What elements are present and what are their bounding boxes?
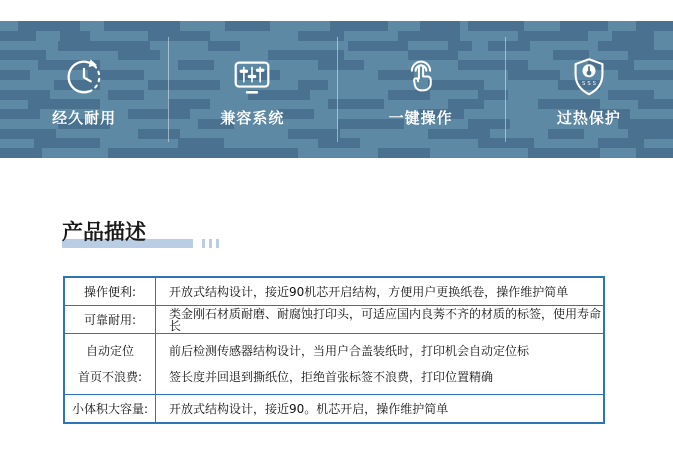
row-label-cell xyxy=(65,278,156,305)
row-label: 自动定位 xyxy=(85,344,134,358)
table-row xyxy=(65,305,603,333)
feature-item-compatible xyxy=(168,21,336,158)
svg-text:S: S xyxy=(587,80,591,87)
table-row xyxy=(65,394,603,422)
row-body-line: 前后检测传感器结构设计，当用户合盖装纸时，打印机会自动定位标 xyxy=(169,344,530,358)
table-row xyxy=(65,278,603,305)
row-body-line: 开放式结构设计，接近90。机芯开启，操作维护简单 xyxy=(169,401,449,416)
row-label-cell xyxy=(65,395,156,422)
row-label-cell xyxy=(65,306,156,333)
svg-text:S: S xyxy=(592,80,596,87)
feature-label: 经久耐用 xyxy=(52,108,117,127)
feature-label: 过热保护 xyxy=(556,108,621,127)
row-body-cell xyxy=(156,395,603,422)
feature-item-one-key xyxy=(337,21,505,158)
accent-tick xyxy=(216,239,219,248)
touch-one-key-icon xyxy=(398,54,444,100)
row-label-cell xyxy=(65,334,156,394)
feature-item-overheat xyxy=(505,21,673,158)
feature-list xyxy=(0,21,673,158)
section-title: 产品描述 xyxy=(62,220,146,244)
row-label: 操作便利: xyxy=(83,284,137,299)
row-label: 首页不浪费: xyxy=(77,370,143,384)
row-label: 可靠耐用: xyxy=(83,312,137,327)
feature-banner xyxy=(0,21,673,158)
feature-item-durable xyxy=(0,21,168,158)
table-row xyxy=(65,333,603,394)
row-body-line: 类金刚石材质耐磨、耐腐蚀打印头，可适应国内良莠不齐的材质的标签，使用寿命长 xyxy=(169,306,602,333)
feature-label: 兼容系统 xyxy=(220,108,285,127)
row-body-cell xyxy=(156,334,603,394)
product-description-table xyxy=(63,276,605,424)
row-body-cell xyxy=(156,278,603,305)
svg-text:S: S xyxy=(581,80,586,87)
clock-durable-icon xyxy=(61,54,107,100)
row-body-cell xyxy=(156,306,603,333)
monitor-compatible-icon xyxy=(229,54,275,100)
row-body-line: 签长度并回退到撕纸位，拒绝首张标签不浪费，打印位置精确 xyxy=(169,370,494,384)
row-label: 小体积大容量: xyxy=(71,401,149,416)
title-accent-ticks xyxy=(202,239,219,248)
accent-tick xyxy=(202,239,205,248)
feature-label: 一键操作 xyxy=(388,108,453,127)
accent-tick xyxy=(209,239,212,248)
row-body-line: 开放式结构设计，接近90机芯开启结构，方便用户更换纸卷，操作维护简单 xyxy=(169,284,569,299)
shield-overheat-icon xyxy=(566,54,612,100)
